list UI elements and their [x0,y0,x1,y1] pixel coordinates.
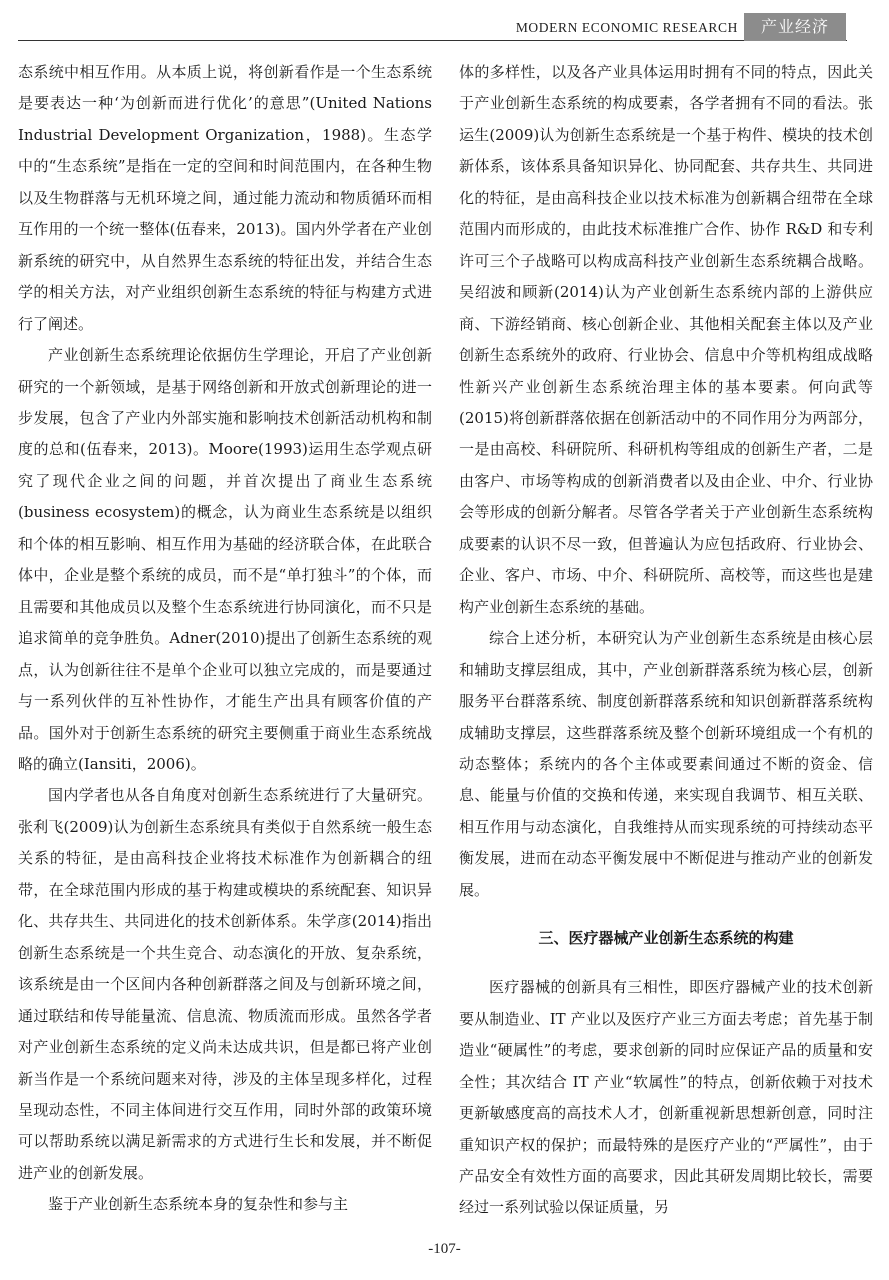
paragraph: 体的多样性，以及各产业具体运用时拥有不同的特点，因此关于产业创新生态系统的构成要素，各学者拥有不同的看法。张运生(2009)认为创新生态系统是一个基于构件、模块的技术创新体系，该体系具备知识异化、协同配套、共存共生、共同进化的特征，是由高科技企业以技术标准为创新耦合纽带在全球范围内而形成的，由此技术标准推广合作、协作 R&D 和专利许可三个子战略可以构成高科技产业创新生态系统耦合战略。吴绍波和顾新(2014)认为产业创新生态系统内部的上游供应商、下游经销商、核心创新企业、其他相关配套主体以及产业创新生态系统外的政府、行业协会、信息中介等机构组成战略性新兴产业创新生态系统治理主体的基本要素。何向武等(2015)将创新群落依据在创新活动中的不同作用分为两部分，一是由高校、科研院所、科研机构等组成的创新生产者，二是由客户、市场等构成的创新消费者以及由企业、中介、行业协会等形成的创新分解者。尽管各学者关于产业创新生态系统构成要素的认识不尽一致，但普遍认为应包括政府、行业协会、企业、客户、市场、中介、科研院所、高校等，而这些也是建构产业创新生态系统的基础。 [459,63,873,616]
paragraph: 鉴于产业创新生态系统本身的复杂性和参与主 [48,1195,349,1214]
page-number: -107- [428,1241,461,1257]
journal-running-head: MODERN ECONOMIC RESEARCH [515,20,738,35]
paragraph: 国内学者也从各自角度对创新生态系统进行了大量研究。张利飞(2009)认为创新生态系统具有类似于自然系统一般生态关系的特征，是由高科技企业将技术标准作为创新耦合的纽带，在全球范围内形成的基于构建或模块的系统配套、知识异化、共存共生、共同进化的技术创新体系。朱学彦(2014)指出创新生态系统是一个共生竞合、动态演化的开放、复杂系统，该系统是由一个区间内各种创新群落之间及与创新环境之间，通过联结和传导能量流、信息流、物质流而形成。虽然各学者对产业创新生态系统的定义尚未达成共识，但是都已将产业创新当作是一个系统问题来对待，涉及的主体呈现多样化，过程呈现动态性，不同主体间进行交互作用，同时外部的政策环境可以帮助系统以满足新需求的方式进行生长和发展，并不断促进产业的创新发展。 [18,786,432,1182]
section-label: 产业经济 [744,13,846,41]
header-rule [18,40,847,41]
left-column [18,57,432,1221]
paragraph: 产业创新生态系统理论依据仿生学理论，开启了产业创新研究的一个新领域，是基于网络创新和开放式创新理论的进一步发展，包含了产业内外部实施和影响技术创新活动机构和制度的总和(伍春来，2013)。Moore(1993)运用生态学观点研究了现代企业之间的问题，并首次提出了商业生态系统(business ecosystem)的概念，认为商业生态系统是以组织和个体的相互影响、相互作用为基础的经济联合体，在此联合体中，企业是整个系统的成员，而不是“单打独斗”的个体，而且需要和其他成员以及整个生态系统进行协同演化，而不只是追求简单的竞争胜负。Adner(2010)提出了创新生态系统的观点，认为创新往往不是单个企业可以独立完成的，而是要通过与一系列伙伴的互补性协作，才能生产出具有顾客价值的产品。国外对于创新生态系统的研究主要侧重于商业生态系统战略的确立(Iansiti，2006)。 [18,346,432,773]
right-column [459,57,873,1224]
paragraph: 综合上述分析，本研究认为产业创新生态系统是由核心层和辅助支撑层组成，其中，产业创新群落系统为核心层，创新服务平台群落系统、制度创新群落系统和知识创新群落系统构成辅助支撑层，这些群落系统及整个创新环境组成一个有机的动态整体；系统内的各个主体或要素间通过不断的资金、信息、能量与价值的交换和传递，来实现自我调节、相互关联、相互作用与动态演化，自我维持从而实现系统的可持续动态平衡发展，进而在动态平衡发展中不断促进与推动产业的创新发展。 [459,629,873,899]
paragraph: 医疗器械的创新具有三相性，即医疗器械产业的技术创新要从制造业、IT 产业以及医疗产业三方面去考虑；首先基于制造业“硬属性”的考虑，要求创新的同时应保证产品的质量和安全性；其次结合 IT 产业“软属性”的特点，创新依赖于对技术更新敏感度高的高技术人才，创新重视新思想新创意，同时注重知识产权的保护；而最特殊的是医疗产业的“严属性”，由于产品安全有效性方面的高要求，因此其研发周期比较长，需要经过一系列试验以保证质量，另 [459,978,873,1217]
paragraph: 态系统中相互作用。从本质上说，将创新看作是一个生态系统是要表达一种‘为创新而进行优化’的意思”(United Nations Industrial Development Organization，1988)。生态学中的“生态系统”是指在一定的空间和时间范围内，在各种生物以及生物群落与无机环境之间，通过能力流动和物质循环而相互作用的一个统一整体(伍春来，2013)。国内外学者在产业创新系统的研究中，从自然界生态系统的特征出发，并结合生态学的相关方法，对产业组织创新生态系统的特征与构建方式进行了阐述。 [18,63,432,333]
section-heading: 三、医疗器械产业创新生态系统的构建 [538,929,794,948]
